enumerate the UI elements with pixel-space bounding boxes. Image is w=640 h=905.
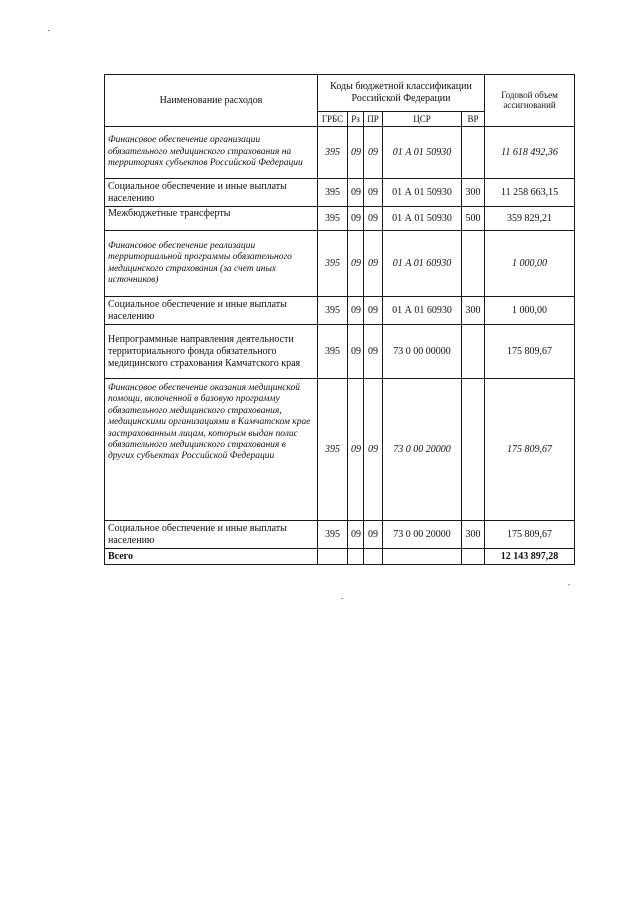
- header-grbs: ГРБС: [318, 112, 348, 127]
- table-row: [105, 325, 575, 379]
- row-rz: 09: [348, 297, 364, 325]
- row-amount: 11 258 663,15: [485, 179, 575, 207]
- row-grbs: 395: [318, 379, 348, 521]
- row-vr: 300: [462, 179, 485, 207]
- row-rz: 09: [348, 379, 364, 521]
- row-amount: 175 809,67: [485, 521, 575, 549]
- row-pr: 09: [364, 379, 383, 521]
- total-empty-grbs: [318, 549, 348, 565]
- row-vr: [462, 231, 485, 297]
- closing-quote-mark: ": [568, 584, 571, 590]
- scan-speck: [341, 598, 343, 599]
- header-vr: ВР: [462, 112, 485, 127]
- row-pr: 09: [364, 127, 383, 179]
- header-row-main: [105, 75, 575, 112]
- row-rz: 09: [348, 521, 364, 549]
- row-name: Финансовое обеспечение оказания медицинской помощи, включенной в базовую программу обязательного медицинского страхования, медицинскими организациями в Камчатском крае застрахованным лицам, которым выдан полис обязательного медицинского страхования в других субъектах Российской Федерации: [105, 379, 318, 521]
- table-row: [105, 379, 575, 521]
- header-name: Наименование расходов: [105, 75, 318, 127]
- total-empty-rz: [348, 549, 364, 565]
- row-csr: 73 0 00 20000: [383, 379, 462, 521]
- row-csr: 01 А 01 50930: [383, 179, 462, 207]
- row-name: Социальное обеспечение и иные выплаты населению: [105, 297, 318, 325]
- row-pr: 09: [364, 179, 383, 207]
- row-rz: 09: [348, 325, 364, 379]
- row-name: Финансовое обеспечение организации обязательного медицинского страхования на территориях субъектов Российской Федерации: [105, 127, 318, 179]
- row-csr: 01 А 01 50930: [383, 127, 462, 179]
- row-pr: 09: [364, 297, 383, 325]
- row-pr: 09: [364, 521, 383, 549]
- row-vr: [462, 325, 485, 379]
- row-name: Непрограммные направления деятельности территориального фонда обязательного медицинского страхования Камчатского края: [105, 325, 318, 379]
- total-label: Всего: [105, 549, 318, 565]
- total-amount: 12 143 897,28: [485, 549, 575, 565]
- row-pr: 09: [364, 325, 383, 379]
- row-amount: 1 000,00: [485, 297, 575, 325]
- header-amount: Годовой объем ассигнований: [485, 75, 575, 127]
- row-rz: 09: [348, 127, 364, 179]
- row-amount: 175 809,67: [485, 325, 575, 379]
- row-name: Социальное обеспечение и иные выплаты населению: [105, 521, 318, 549]
- table-row: [105, 127, 575, 179]
- row-grbs: 395: [318, 325, 348, 379]
- row-vr: 500: [462, 207, 485, 231]
- row-vr: [462, 127, 485, 179]
- row-rz: 09: [348, 231, 364, 297]
- row-vr: 300: [462, 297, 485, 325]
- row-amount: 1 000,00: [485, 231, 575, 297]
- total-empty-csr: [383, 549, 462, 565]
- row-pr: 09: [364, 207, 383, 231]
- row-amount: 11 618 492,36: [485, 127, 575, 179]
- header-csr: ЦСР: [383, 112, 462, 127]
- total-empty-pr: [364, 549, 383, 565]
- row-name: Финансовое обеспечение реализации территориальной программы обязательного медицинского страхования (за счет иных источников): [105, 231, 318, 297]
- table-row: [105, 207, 575, 231]
- total-empty-vr: [462, 549, 485, 565]
- row-grbs: 395: [318, 127, 348, 179]
- row-grbs: 395: [318, 521, 348, 549]
- row-name: Социальное обеспечение и иные выплаты населению: [105, 179, 318, 207]
- row-grbs: 395: [318, 231, 348, 297]
- row-grbs: 395: [318, 207, 348, 231]
- header-codes: Коды бюджетной классификации Российской Федерации: [318, 75, 485, 112]
- header-rz: Рз: [348, 112, 364, 127]
- table-row: [105, 231, 575, 297]
- row-rz: 09: [348, 207, 364, 231]
- row-amount: 175 809,67: [485, 379, 575, 521]
- table-row: [105, 297, 575, 325]
- row-csr: 01 А 01 60930: [383, 297, 462, 325]
- row-name: Межбюджетные трансферты: [105, 207, 318, 231]
- row-csr: 73 0 00 00000: [383, 325, 462, 379]
- row-csr: 01 А 01 60930: [383, 231, 462, 297]
- row-rz: 09: [348, 179, 364, 207]
- row-grbs: 395: [318, 179, 348, 207]
- table-row: [105, 179, 575, 207]
- row-csr: 73 0 00 20000: [383, 521, 462, 549]
- table-row: [105, 521, 575, 549]
- row-csr: 01 А 01 50930: [383, 207, 462, 231]
- row-vr: 300: [462, 521, 485, 549]
- row-pr: 09: [364, 231, 383, 297]
- total-row: [105, 549, 575, 565]
- row-amount: 359 829,21: [485, 207, 575, 231]
- scan-speck: [48, 30, 50, 31]
- row-vr: [462, 379, 485, 521]
- row-grbs: 395: [318, 297, 348, 325]
- header-pr: ПР: [364, 112, 383, 127]
- budget-table: [104, 74, 575, 565]
